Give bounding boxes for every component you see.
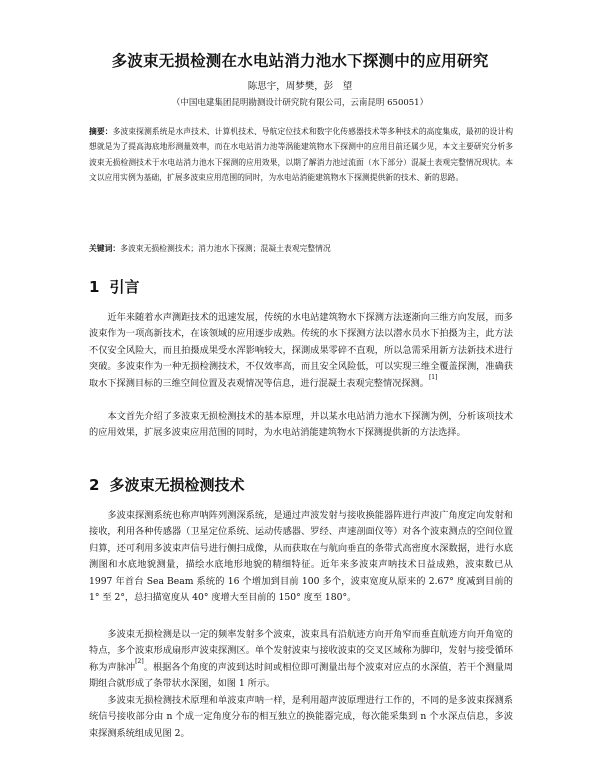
paragraph xyxy=(89,508,513,606)
section-title: 引言 xyxy=(109,278,140,296)
paragraph-text: 本文首先介绍了多波束无损检测技术的基本原理，并以某水电站消力池水下探测为例，分析该项技术的应用效果，扩展多波束应用范围的同时，为水电站消能建筑物水下探测提供新的方法选择。 xyxy=(89,411,513,439)
section-number: 2 xyxy=(89,476,100,494)
citation: [1] xyxy=(428,373,438,381)
paragraph-text: 多波束探测系统也称声呐阵列测深系统，是通过声波发射与接收换能器阵进行声波广角度定向发射和接收，利用各种传感器（卫星定位系统、运动传感器、罗经、声速剖面仪等）对各个波束测点的空间位置归算，还可利用多波束声信号进行侧扫成像，从而获取在与航向垂直的条带式高密度水深数据，进行水底测图和水底地貌测量，描绘水底地形地貌的精细特征。近年来多波束声呐技术日益成熟，波束数已从 1997 年首台 Sea Beam 系统的 16 个增加到目前 100 多个，波束宽度从原来的 2.67° 度减到目前的 1° 至 2°，总扫描宽度从 40° 度增大至目前的 150° 度至 180°。 xyxy=(89,510,513,604)
abstract-label: 摘要： xyxy=(89,127,113,136)
paragraph-text: 多波束无损检测是以一定的频率发射多个波束，波束具有沿航迹方向开角窄而垂直航迹方向开角宽的特点，多个波束形成扇形声波束探测区。单个发射波束与接收波束的交叉区域称为脚印，发射与接受循环称为声脉冲 xyxy=(89,629,513,673)
keywords xyxy=(89,243,513,254)
paragraph xyxy=(89,409,513,442)
paper-title: 多波束无损检测在水电站消力池水下探测中的应用研究 xyxy=(111,52,489,70)
paragraph xyxy=(89,627,513,693)
section-title: 多波束无损检测技术 xyxy=(109,476,245,494)
abstract-text: 多波束探测系统是水声技术、计算机技术、导航定位技术和数字化传感器技术等多种技术的高度集成，最初的设计构想就是为了提高海底地形测量效率，而在水电站消力池等涡能建筑物水下探测中的应用目前还属少见，本文主要研究分析多波束无损检测技术于水电站消力池水下探测的应用效果，以期了解消力池过流面（水下部分）混凝土表观完整情况现状。本文以应用实例为基础，扩展多波束应用范围的同时，为水电站消能建筑物水下探测提供新的技术、新的思路。 xyxy=(89,127,513,183)
section-number: 1 xyxy=(89,278,100,296)
citation: [2] xyxy=(135,657,144,665)
affiliation: （中国电建集团昆明勘测设计研究院有限公司，云南昆明 650051） xyxy=(171,98,429,108)
authors: 陈思宇，周梦樊，彭 望 xyxy=(247,81,353,92)
paragraph xyxy=(89,310,513,392)
keywords-text: 多波束无损检测技术；消力池水下探测；混凝土表观完整情况 xyxy=(120,244,331,253)
section-heading-2 xyxy=(89,474,244,495)
abstract xyxy=(89,124,513,186)
section-heading-1 xyxy=(89,276,139,297)
keywords-label: 关键词： xyxy=(89,244,121,253)
paragraph-text: 多波束无损检测技术原理和单波束声呐一样，是利用超声波原理进行工作的，不同的是多波束探测系统信号接收部分由 n 个成一定角度分布的相互独立的换能器完成，每次能采集到 n 个水深点信息，多波束探测系统组成见图 2。 xyxy=(89,695,513,739)
paragraph-text: 。根据各个角度的声波到达时间或相位即可测量出每个波束对应点的水深值，若干个测量周期组合就形成了条带状水深图，如图 1 所示。 xyxy=(89,661,514,690)
paragraph xyxy=(89,693,513,742)
paragraph-text: 近年来随着水声测距技术的迅速发展，传统的水电站建筑物水下探测方法逐渐向三维方向发展，而多波束作为一项高新技术，在该领域的应用逐步成熟。传统的水下探测方法以潜水员水下拍摄为主，此方法不仅安全风险大，而且拍摄成果受水浑影响较大，探測成果零碎不直观，所以急需采用新方法新技术进行突破。多波束作为一种无损检测技术，不仅效率高，而且安全风险低，可以实现三维全覆盖探测，准确获取水下探测目标的三维空间位置及表观情况等信息，进行混凝土表观完整情况探测。 xyxy=(89,312,513,389)
